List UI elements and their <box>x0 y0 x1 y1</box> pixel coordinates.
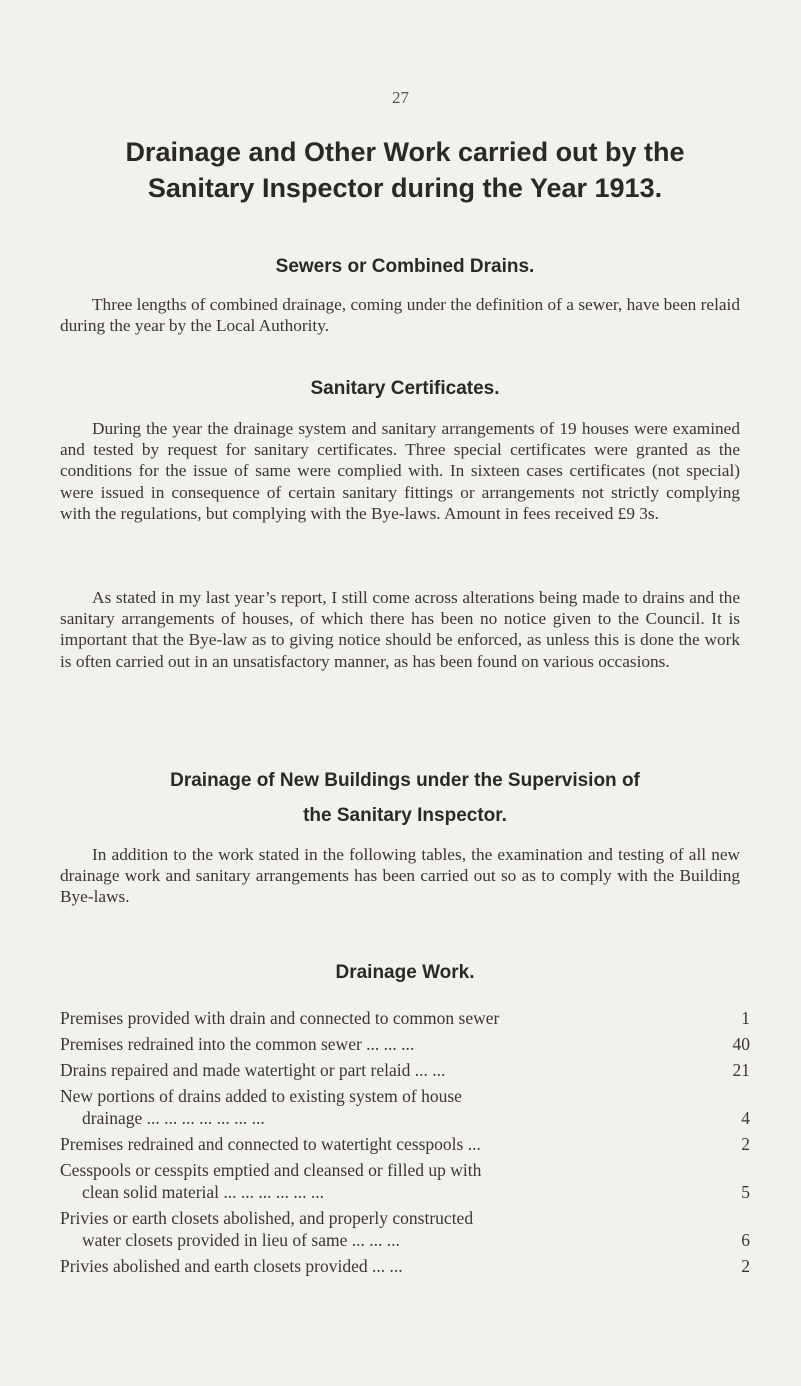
item-label: Premises redrained and connected to watertight cesspools ... <box>60 1134 481 1154</box>
list-item <box>60 1133 750 1155</box>
list-item <box>60 1033 750 1055</box>
item-label: Premises redrained into the common sewer ... ... ... <box>60 1034 415 1054</box>
heading-sewers: Sewers or Combined Drains. <box>275 256 535 277</box>
title-line-1: Drainage and Other Work carried out by the <box>125 137 685 167</box>
item-value: 5 <box>741 1182 750 1202</box>
page-title <box>60 134 750 206</box>
para-new-buildings: In addition to the work stated in the following tables, the examination and testing of all new drainage work and sanitary arrangements has been carried out so as to comply with the Building Bye-laws. <box>60 845 740 907</box>
item-label: Drains repaired and made watertight or part relaid ... ... <box>60 1060 446 1080</box>
item-value: 2 <box>741 1134 750 1154</box>
para-sewers: Three lengths of combined drainage, coming under the definition of a sewer, have been relaid during the year by the Local Authority. <box>60 295 740 336</box>
item-label: Privies abolished and earth closets provided ... ... <box>60 1256 403 1276</box>
heading-new-buildings-line-1: Drainage of New Buildings under the Supervision of <box>170 770 640 791</box>
item-value: 4 <box>741 1108 750 1128</box>
heading-new-buildings <box>60 763 750 833</box>
para-certificates-1: During the year the drainage system and sanitary arrangements of 19 houses were examined and tested by request for sanitary certificates. Three special certificates were granted as the conditions for the issue of same were complied with. In sixteen cases certificates (not special) were issued in consequence of certain sanitary fittings or arrangements not strictly complying with the regulations, but complying with the Bye-laws. Amount in fees received £9 3s. <box>60 419 740 523</box>
list-item <box>60 1255 750 1277</box>
item-value: 1 <box>741 1008 750 1028</box>
heading-drainage-work: Drainage Work. <box>335 962 475 983</box>
title-line-2: Sanitary Inspector during the Year 1913. <box>147 173 663 203</box>
list-item <box>60 1085 750 1129</box>
item-label: Cesspools or cesspits emptied and cleansed or filled up with <box>60 1160 482 1180</box>
item-label-continued: clean solid material ... ... ... ... ... ... <box>82 1182 325 1202</box>
item-label-continued: drainage ... ... ... ... ... ... ... <box>82 1108 265 1128</box>
heading-new-buildings-line-2: the Sanitary Inspector. <box>303 805 507 826</box>
para-certificates-2: As stated in my last year’s report, I still come across alterations being made to drains and the sanitary arrangements of houses, of which there has been no notice given to the Council. It is important that the Bye-law as to giving notice should be enforced, as unless this is done the work is often carried out in an unsatisfactory manner, as has been found on various occasions. <box>60 588 740 671</box>
item-label: Privies or earth closets abolished, and properly constructed <box>60 1208 474 1228</box>
drainage-work-list <box>60 1007 750 1281</box>
list-item <box>60 1159 750 1203</box>
item-label-continued: water closets provided in lieu of same ... ... ... <box>82 1230 400 1250</box>
list-item <box>60 1207 750 1251</box>
item-value: 21 <box>732 1060 750 1080</box>
item-value: 40 <box>732 1034 750 1054</box>
list-item <box>60 1007 750 1029</box>
list-item <box>60 1059 750 1081</box>
page-number: 27 <box>392 88 409 107</box>
item-value: 2 <box>741 1256 750 1276</box>
heading-certificates: Sanitary Certificates. <box>310 378 500 399</box>
item-label: Premises provided with drain and connected to common sewer <box>60 1008 500 1028</box>
item-value: 6 <box>741 1230 750 1250</box>
item-label: New portions of drains added to existing system of house <box>60 1086 462 1106</box>
